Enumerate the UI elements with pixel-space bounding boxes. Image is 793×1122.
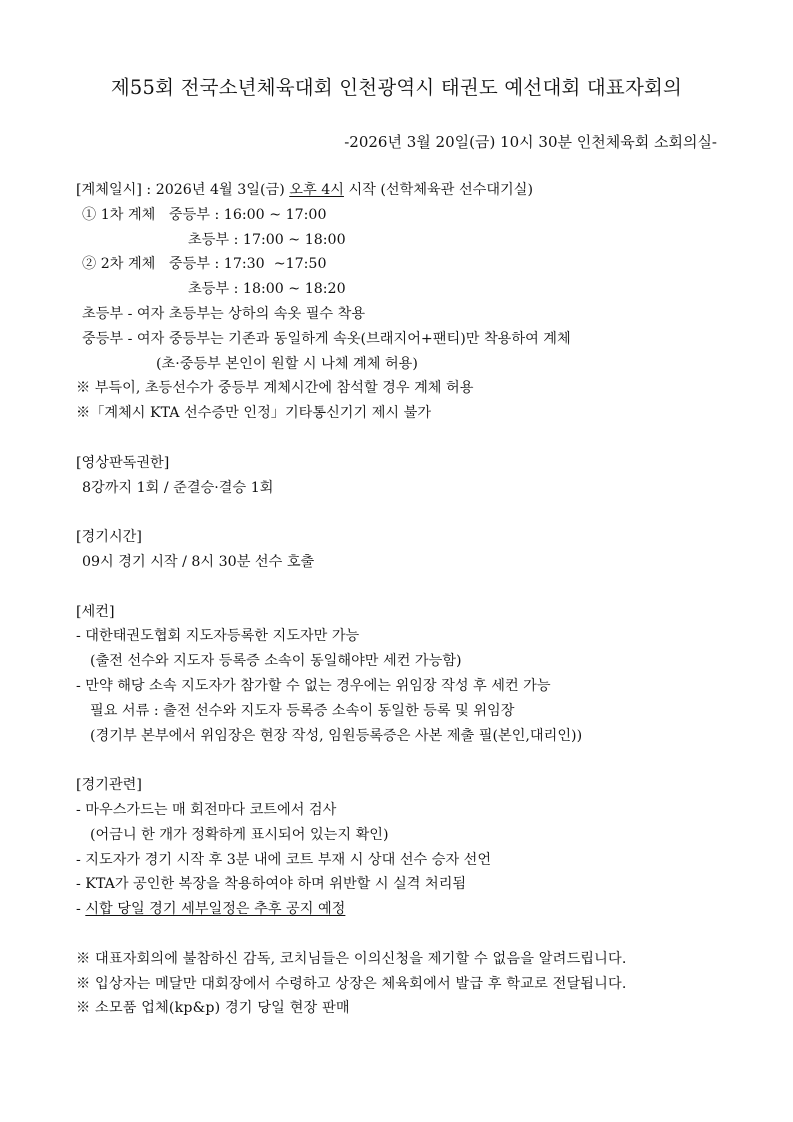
notices-section bbox=[76, 947, 736, 1021]
notice-item: ※ 입상자는 메달만 대회장에서 수령하고 상장은 체육회에서 발급 후 학교로 전달됩니다. bbox=[76, 975, 627, 992]
weigh-in-time: 오후 4시 bbox=[289, 182, 344, 198]
notice-item: ※ 대표자회의에 불참하신 감독, 코치님들은 이의신청을 제기할 수 없음을 알려드립니다. bbox=[76, 950, 627, 967]
video-replay-body: 8강까지 1회 / 준결승·결승 1회 bbox=[82, 479, 274, 496]
weigh-in-round2-elementary: 초등부 : 18:00 ~ 18:20 bbox=[188, 281, 346, 298]
document-body bbox=[76, 178, 736, 1021]
weigh-in-round2: ② 2차 계체 중등부 : 17:30 ~17:50 bbox=[82, 256, 327, 273]
list-item-note: (경기부 본부에서 위임장은 현장 작성, 임원등록증은 사본 제출 필(본인,대리인)) bbox=[90, 727, 583, 744]
list-item-note: (출전 선수와 지도자 등록증 소속이 동일해야만 세컨 가능함) bbox=[90, 653, 462, 670]
notice-item: ※ 소모품 업체(kp&p) 경기 당일 현장 판매 bbox=[76, 1000, 350, 1017]
list-item: - 만약 해당 소속 지도자가 참가할 수 없는 경우에는 위임장 작성 후 세컨 가능 bbox=[76, 677, 551, 694]
second-header: [세컨] bbox=[76, 603, 115, 620]
schedule-notice: 시합 당일 경기 세부일정은 추후 공지 예정 bbox=[85, 901, 346, 918]
weigh-in-round1-elementary: 초등부 : 17:00 ~ 18:00 bbox=[188, 231, 346, 248]
elementary-rule: 초등부 - 여자 초등부는 상하의 속옷 필수 착용 bbox=[82, 305, 366, 322]
meeting-info: -2026년 3월 20일(금) 10시 30분 인천체육회 소회의실- bbox=[344, 133, 717, 151]
list-item-note: (어금니 한 개가 정확하게 표시되어 있는지 확인) bbox=[90, 826, 389, 843]
weigh-in-note: ※「계체시 KTA 선수증만 인정」기타통신기기 제시 불가 bbox=[76, 405, 432, 422]
document-title: 제55회 전국소년체육대회 인천광역시 태권도 예선대회 대표자회의 bbox=[110, 76, 683, 99]
weigh-in-round1: ① 1차 계체 중등부 : 16:00 ~ 17:00 bbox=[82, 206, 327, 223]
video-replay-header: [영상판독권한] bbox=[76, 454, 170, 471]
list-item: - 마우스가드는 매 회전마다 코트에서 검사 bbox=[76, 801, 337, 818]
second-section bbox=[76, 600, 736, 749]
list-item: - 대한태권도협회 지도자등록한 지도자만 가능 bbox=[76, 628, 360, 645]
middle-rule: 중등부 - 여자 중등부는 기존과 동일하게 속옷(브래지어+팬티)만 착용하여 계체 bbox=[82, 330, 571, 347]
weigh-in-header: [계체일시] : 2026년 4월 3일(금) 오후 4시 시작 (선학체육관 선수대기실) bbox=[76, 182, 533, 198]
list-item: - KTA가 공인한 복장을 착용하여야 하며 위반할 시 실격 처리됨 bbox=[76, 876, 467, 893]
middle-rule-note: (초·중등부 본인이 원할 시 나체 계체 허용) bbox=[156, 355, 418, 372]
match-time-header: [경기시간] bbox=[76, 529, 142, 546]
match-time-body: 09시 경기 시작 / 8시 30분 선수 호출 bbox=[82, 553, 315, 570]
weigh-in-section bbox=[76, 178, 736, 426]
match-time-section bbox=[76, 525, 736, 575]
list-item-note: 필요 서류 : 출전 선수와 지도자 등록증 소속이 동일한 등록 및 위임장 bbox=[90, 702, 515, 719]
match-related-section bbox=[76, 773, 736, 922]
video-replay-section bbox=[76, 451, 736, 501]
list-item: - 시합 당일 경기 세부일정은 추후 공지 예정 bbox=[76, 901, 346, 918]
match-related-header: [경기관련] bbox=[76, 777, 142, 794]
weigh-in-note: ※ 부득이, 초등선수가 중등부 계체시간에 참석할 경우 계체 허용 bbox=[76, 380, 474, 397]
list-item: - 지도자가 경기 시작 후 3분 내에 코트 부재 시 상대 선수 승자 선언 bbox=[76, 851, 492, 868]
